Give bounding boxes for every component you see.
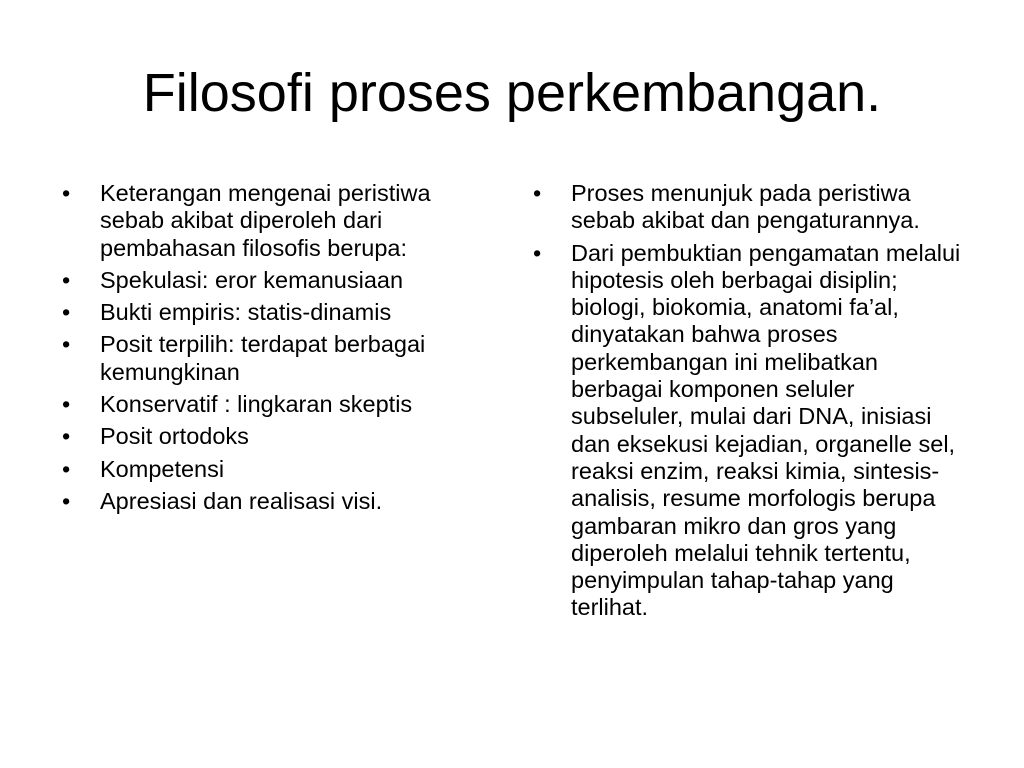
list-item: [62, 331, 492, 386]
list-item-text: Proses menunjuk pada peristiwa sebab akibat dan pengaturannya.: [571, 180, 920, 234]
right-bullet-list: [533, 180, 973, 627]
list-item-text: Konservatif : lingkaran skeptis: [100, 391, 413, 418]
list-item: [62, 456, 492, 483]
bullet-icon: •: [62, 299, 71, 326]
list-item-text: Kompetensi: [100, 455, 225, 482]
left-bullet-list: [62, 180, 492, 520]
list-item: [62, 299, 492, 326]
list-item-text: Spekulasi: eror kemanusiaan: [100, 266, 404, 293]
bullet-icon: •: [62, 266, 71, 293]
bullet-icon: •: [62, 455, 71, 482]
list-item: [62, 423, 492, 450]
list-item-text: Bukti empiris: statis-dinamis: [100, 299, 392, 326]
list-item: [62, 391, 492, 418]
list-item: [533, 240, 973, 622]
bullet-icon: •: [62, 487, 71, 514]
list-item: [62, 180, 492, 262]
bullet-icon: •: [62, 423, 71, 450]
bullet-icon: •: [533, 180, 542, 206]
list-item-text: Posit ortodoks: [100, 423, 249, 450]
bullet-icon: •: [533, 239, 542, 266]
list-item-text: Apresiasi dan realisasi visi.: [100, 487, 383, 514]
bullet-icon: •: [62, 391, 71, 418]
list-item-text: Dari pembuktian pengamatan melalui hipotesis oleh berbagai disiplin; biologi, biokomia, anatomi fa’al, dinyatakan bahwa proses perkembangan ini melibatkan berbagai komponen seluler subseluler, mulai dari DNA, inisiasi dan eksekusi kejadian, organelle sel, reaksi enzim, reaksi kimia, sintesis-analisis, resume morfologis berupa gambaran mikro dan gros yang diperoleh melalui tehnik tertentu, penyimpulan tahap-tahap yang terlihat.: [571, 239, 961, 621]
list-item-text: Posit terpilih: terdapat berbagai kemungkinan: [100, 331, 426, 385]
list-item-text: Keterangan mengenai peristiwa sebab akibat diperoleh dari pembahasan filosofis berupa:: [100, 180, 431, 261]
list-item: [62, 488, 492, 515]
list-item: [62, 267, 492, 294]
bullet-icon: •: [62, 331, 71, 358]
list-item: [533, 180, 973, 235]
slide-title: Filosofi proses perkembangan.: [142, 63, 882, 123]
bullet-icon: •: [62, 180, 71, 206]
